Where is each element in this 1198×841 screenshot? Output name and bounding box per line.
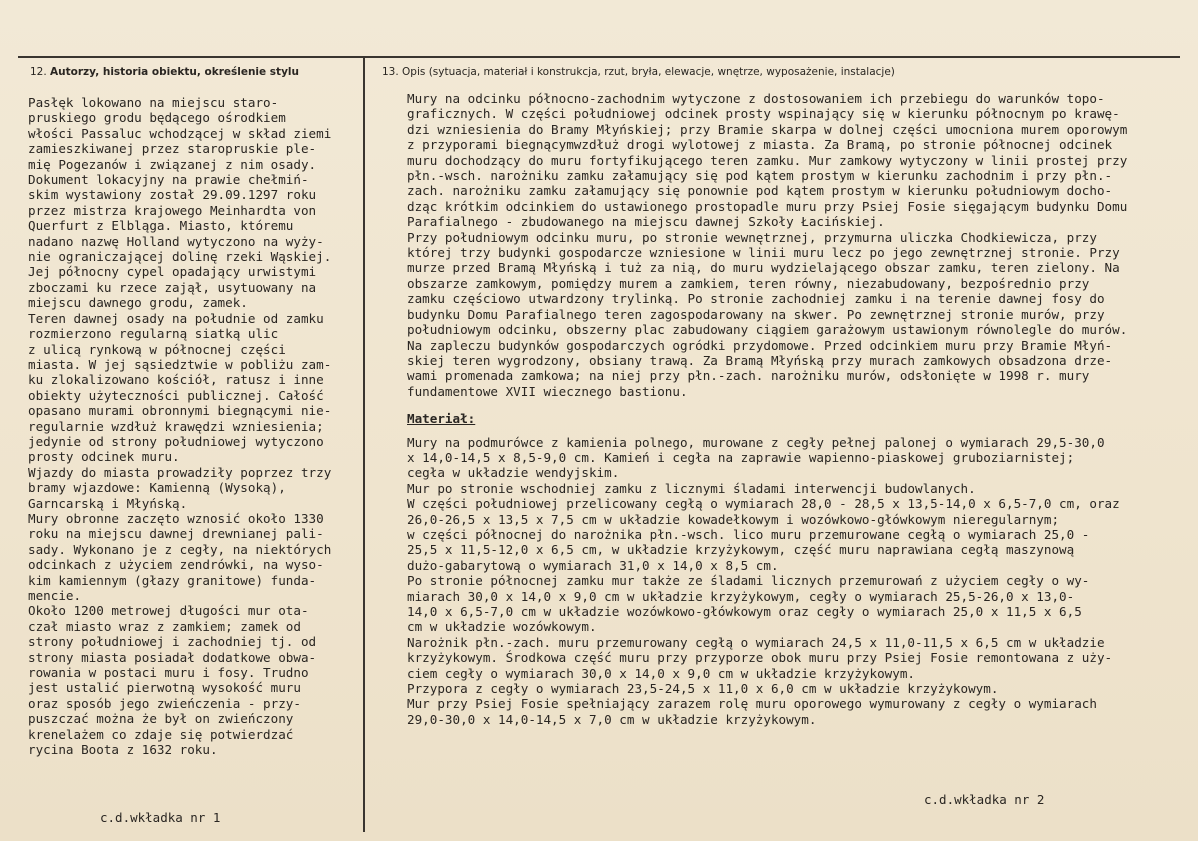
text-line: której trzy budynki gospodarcze wzniesione w linii muru lecz po jego zewnętrznej stronie. Przy bbox=[407, 245, 1120, 261]
text-line: puszczać można że był on zwieńczony bbox=[28, 711, 294, 727]
text-line: strony południowej i zachodniej tj. od bbox=[28, 634, 317, 650]
text-line: cm w układzie wozówkowym. bbox=[407, 619, 597, 635]
text-line: Narożnik płn.-zach. muru przemurowany cegłą o wymiarach 24,5 x 11,0-11,5 x 6,5 cm w układzie bbox=[407, 634, 1105, 650]
section-13-number: 13. bbox=[382, 66, 399, 78]
text-line: Mury na podmurówce z kamienia polnego, murowane z cegły pełnej palonej o wymiarach 29,5-30,0 bbox=[407, 434, 1105, 450]
text-line: roku na miejscu dawnej drewnianej pali- bbox=[28, 526, 324, 542]
text-line: skim wystawiony został 29.09.1297 roku bbox=[28, 187, 317, 203]
text-line: miasta. W jej sąsiedztwie w pobliżu zam- bbox=[28, 356, 332, 372]
text-line: 29,0-30,0 x 14,0-14,5 x 7,0 cm w układzie krzyżykowym. bbox=[407, 711, 817, 727]
text-line: Wjazdy do miasta prowadziły poprzez trzy bbox=[28, 464, 332, 480]
text-line: Przypora z cegły o wymiarach 23,5-24,5 x 11,0 x 6,0 cm w układzie krzyżykowym. bbox=[407, 681, 999, 697]
text-line: 26,0-26,5 x 13,5 x 7,5 cm w układzie kowadełkowym i wozówkowo-główkowym nieregularnym; bbox=[407, 511, 1060, 527]
text-line: murze przed Bramą Młyńską i tuż za nią, do muru wydzielającego obszar zamku, teren zielony. Na bbox=[407, 260, 1120, 276]
text-line: fundamentowe XVII wiecznego bastionu. bbox=[407, 383, 688, 399]
text-line: płn.-wsch. narożniku zamku załamujący się pod kątem prostym w kierunku zachodnim i przy płn.- bbox=[407, 168, 1113, 184]
text-line: włości Passaluc wchodzącej w skład ziemi bbox=[28, 125, 332, 141]
text-line: rozmierzono regularną siatką ulic bbox=[28, 326, 279, 342]
text-line: prosty odcinek muru. bbox=[28, 449, 180, 465]
text-line: pruskiego grodu będącego ośrodkiem bbox=[28, 110, 286, 126]
text-line: czał miasto wraz z zamkiem; zamek od bbox=[28, 618, 301, 634]
section-12-header bbox=[30, 66, 299, 78]
text-line: Teren dawnej osady na południe od zamku bbox=[28, 310, 324, 326]
text-line: nie ograniczającej dolinę rzeki Wąskiej. bbox=[28, 249, 332, 265]
text-line: Pasłęk lokowano na miejscu staro- bbox=[28, 95, 279, 110]
text-line: kim kamiennym (głazy granitowe) funda- bbox=[28, 572, 317, 588]
text-line: Jej północny cypel opadający urwistymi bbox=[28, 264, 317, 280]
text-line: x 14,0-14,5 x 8,5-9,0 cm. Kamień i cegła na zaprawie wapienno-piaskowej gruboziarnistej; bbox=[407, 449, 1075, 465]
text-line: Garncarską i Młyńską. bbox=[28, 495, 188, 511]
section-12-number: 12. bbox=[30, 66, 47, 78]
text-line: Przy południowym odcinku muru, po stronie wewnętrznej, przymurna uliczka Chodkiewicza, przy bbox=[407, 229, 1097, 245]
text-line: nadano nazwę Holland wytyczono na wyży- bbox=[28, 233, 324, 249]
text-line: przez mistrza krajowego Meinhardta von bbox=[28, 202, 317, 218]
text-line: krenelażem co zdaje się potwierdzać bbox=[28, 726, 294, 742]
section-13-header bbox=[382, 66, 895, 78]
text-line: ciem cegły o wymiarach 30,0 x 14,0 x 9,0 cm w układzie krzyżykowym. bbox=[407, 665, 915, 681]
text-line: jedynie od strony południowej wytyczono bbox=[28, 433, 324, 449]
history-text-column bbox=[28, 95, 358, 757]
text-line: miarach 30,0 x 14,0 x 9,0 cm w układzie krzyżykowym, cegły o wymiarach 25,5-26,0 x 13,0- bbox=[407, 588, 1075, 604]
text-line: mencie. bbox=[28, 588, 82, 603]
text-line: cegła w układzie wendyjskim. bbox=[407, 465, 620, 481]
footer-insert-note-right: c.d.wkładka nr 2 bbox=[924, 792, 1045, 807]
material-paragraphs bbox=[407, 435, 1167, 728]
material-heading: Materiał: bbox=[407, 411, 476, 427]
text-line: budynku Domu Parafialnego teren zagospodarowany na skwer. Po zewnętrznej stronie murów, przy bbox=[407, 306, 1105, 322]
text-line: zamieszkiwanej przez staropruskie ple- bbox=[28, 141, 317, 157]
description-paragraphs bbox=[407, 91, 1167, 399]
text-line: regularnie wzdłuż krawędzi wzniesienia; bbox=[28, 418, 324, 434]
text-line: Mur po stronie wschodniej zamku z licznymi śladami interwencji budowlanych. bbox=[407, 480, 976, 496]
text-line: odcinkach z użyciem zendrówki, na wyso- bbox=[28, 557, 324, 573]
text-line: dzi wzniesienia do Bramy Młyńskiej; przy Bramie skarpa w dolnej części umocniona murem oporowym bbox=[407, 121, 1128, 137]
text-line: dząc krótkim odcinkiem do ustawionego prostopadle muru przy Psiej Fosie sięgającym budynku Domu bbox=[407, 198, 1128, 214]
text-line: jest ustalić pierwotną wysokość muru bbox=[28, 680, 301, 696]
section-12-title: Autorzy, historia obiektu, określenie stylu bbox=[50, 66, 299, 78]
text-line: południowym odcinku, obszerny plac zabudowany ciągiem garażowym ustawionym równolegle do murów. bbox=[407, 322, 1128, 338]
text-line: muru dochodzący do muru fortyfikującego teren zamku. Mur zamkowy wytyczony w linii prostej przy bbox=[407, 152, 1128, 168]
text-line: oraz sposób jego zwieńczenia - przy- bbox=[28, 695, 301, 711]
text-line: mię Pogezanów i związanej z nim osady. bbox=[28, 156, 317, 172]
text-line: sady. Wykonano je z cegły, na niektórych bbox=[28, 541, 332, 557]
text-line: 14,0 x 6,5-7,0 cm w układzie wozówkowo-główkowym oraz cegły o wymiarach 25,0 x 11,5 x 6,5 bbox=[407, 604, 1082, 619]
text-line: krzyżykowym. Środkowa część muru przy przyporze obok muru przy Psiej Fosie remontowana z uży- bbox=[407, 650, 1113, 666]
text-line: ku zlokalizowano kościół, ratusz i inne bbox=[28, 372, 324, 388]
footer-insert-note-left: c.d.wkładka nr 1 bbox=[100, 810, 221, 825]
text-line: graficznych. W części południowej odcinek prosty wspinający się w kierunku północnym po krawę- bbox=[407, 106, 1120, 122]
text-line: Na zapleczu budynków gospodarczych ogródki przydomowe. Przed odcinkiem muru przy Bramie Młyń- bbox=[407, 337, 1113, 353]
text-line: Mur przy Psiej Fosie spełniający zarazem rolę muru oporowego wymurowany z cegły o wymiarach bbox=[407, 696, 1097, 712]
text-line: zamku częściowo utwardzony trylinką. Po stronie zachodniej zamku i na terenie dawnej fosy do bbox=[407, 291, 1105, 307]
text-line: z przyporami biegnącymwzdłuż drogi wylotowej z miasta. Za Bramą, po stronie północnej odcinek bbox=[407, 137, 1113, 153]
text-line: miejscu dawnego grodu, zamek. bbox=[28, 295, 248, 311]
text-line: Około 1200 metrowej długości mur ota- bbox=[28, 603, 309, 619]
text-line: wami promenada zamkowa; na niej przy płn.-zach. narożniku murów, odsłonięte w 1998 r. mury bbox=[407, 368, 1090, 384]
text-line: 25,5 x 11,5-12,0 x 6,5 cm, w układzie krzyżykowym, część muru naprawiana cegłą maszynową bbox=[407, 542, 1075, 558]
text-line: rycina Boota z 1632 roku. bbox=[28, 742, 218, 758]
column-divider bbox=[363, 56, 365, 832]
text-line: skiej teren wygrodzony, obsiany trawą. Za Bramą Młyńską przy murach zamkowych obsadzona drze- bbox=[407, 352, 1113, 368]
text-line: Mury obronne zaczęto wznosić około 1330 bbox=[28, 510, 324, 526]
text-line: opasano murami obronnymi biegnącymi nie- bbox=[28, 403, 332, 419]
text-line: zach. narożniku zamku załamujący się ponownie pod kątem prostym w kierunku południowym docho- bbox=[407, 183, 1113, 199]
text-line: obiekty użyteczności publicznej. Całość bbox=[28, 387, 324, 403]
text-line: W części południowej przelicowany cegłą o wymiarach 28,0 - 28,5 x 13,5-14,0 x 6,5-7,0 cm, oraz bbox=[407, 496, 1120, 512]
text-line: strony miasta posiadał dodatkowe obwa- bbox=[28, 649, 317, 665]
section-13-title: Opis (sytuacja, materiał i konstrukcja, rzut, bryła, elewacje, wnętrze, wyposażenie, instalacje) bbox=[402, 66, 895, 78]
text-line: Dokument lokacyjny na prawie chełmiń- bbox=[28, 172, 309, 188]
text-line: Querfurt z Elbląga. Miasto, któremu bbox=[28, 218, 294, 234]
text-line: zboczami ku rzece zajął, usytuowany na bbox=[28, 279, 317, 295]
text-line: bramy wjazdowe: Kamienną (Wysoką), bbox=[28, 480, 286, 496]
text-line: Po stronie północnej zamku mur także ze śladami licznych przemurowań z użyciem cegły o wy- bbox=[407, 573, 1090, 589]
text-line: z ulicą rynkową w północnej części bbox=[28, 341, 286, 357]
text-line: w części północnej do narożnika płn.-wsch. lico muru przemurowane cegłą o wymiarach 25,0 - bbox=[407, 526, 1090, 542]
text-line: Parafialnego - zbudowanego na miejscu dawnej Szkoły Łacińskiej. bbox=[407, 214, 885, 230]
text-line: rowania w postaci muru i fosy. Trudno bbox=[28, 665, 309, 681]
description-text-column bbox=[407, 91, 1167, 727]
text-line: Mury na odcinku północno-zachodnim wytyczone z dostosowaniem ich przebiegu do warunków topo- bbox=[407, 91, 1105, 106]
text-line: obszarze zamkowym, pomiędzy murem a zamkiem, teren równy, niezabudowany, bezpośrednio przy bbox=[407, 275, 1090, 291]
text-line: dużo-gabarytową o wymiarach 31,0 x 14,0 x 8,5 cm. bbox=[407, 557, 779, 573]
